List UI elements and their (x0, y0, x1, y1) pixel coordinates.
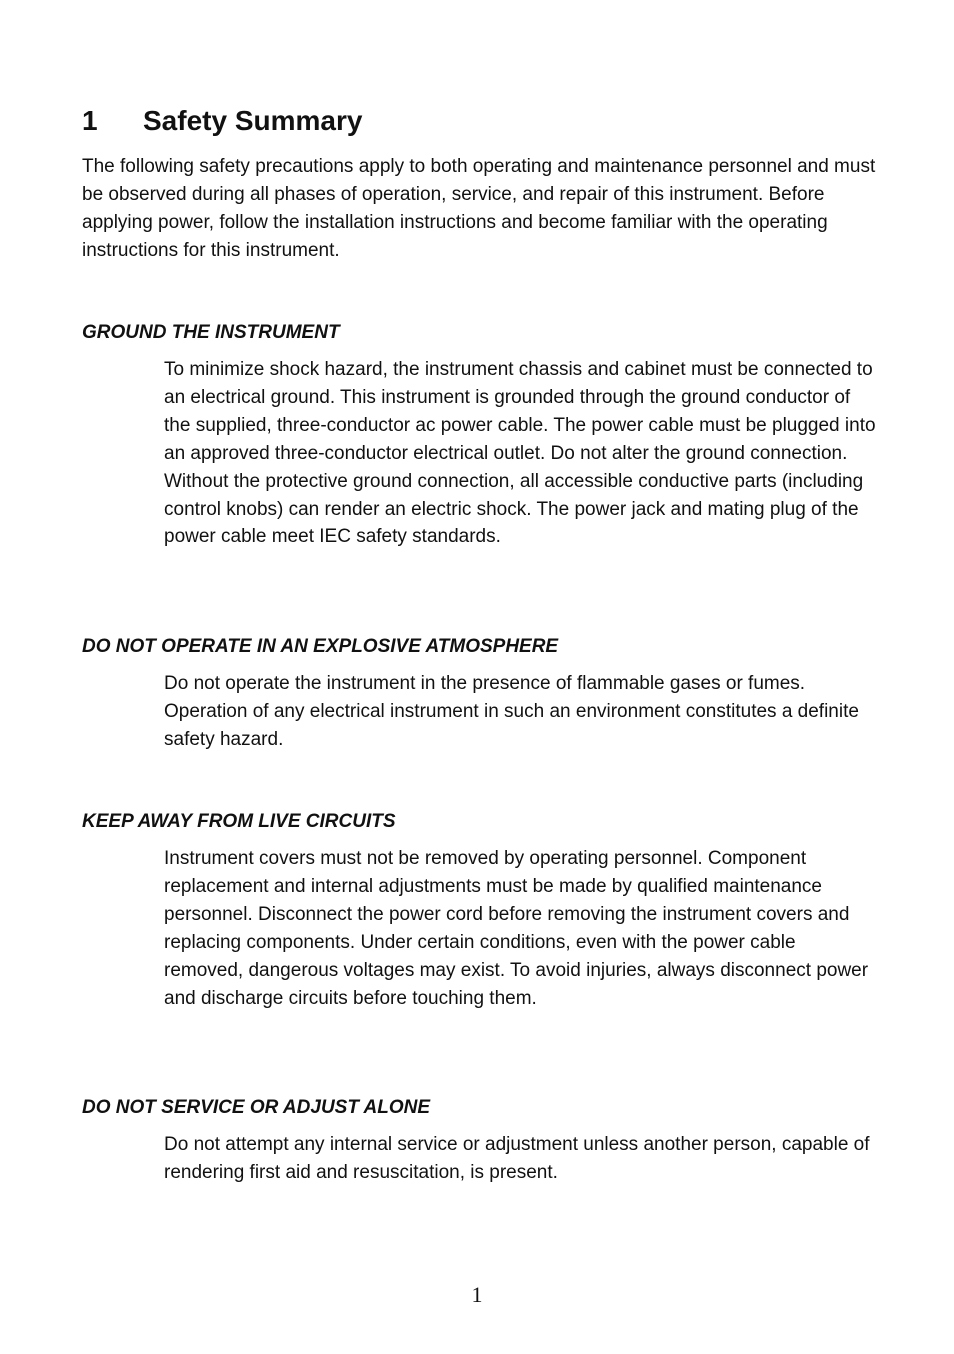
page-number: 1 (471, 1282, 483, 1307)
paragraph-service-alone: Do not attempt any internal service or adjustment unless another person, capable of rendering first aid and resuscitation, is present. (164, 1134, 870, 1183)
section-heading (82, 103, 362, 139)
paragraph-live-circuits: Instrument covers must not be removed by operating personnel. Component replacement and internal adjustments must be made by qualified maintenance personnel. Disconnect the power cord before removing the instrument covers and replacing components. Under certain conditions, even with the power cable removed, dangerous voltages may exist. To avoid injuries, always disconnect power and discharge circuits before touching them. (164, 848, 869, 1009)
section-number: 1 (82, 104, 98, 136)
section-title: Safety Summary (143, 104, 363, 136)
intro-paragraph: The following safety precautions apply to both operating and maintenance personnel and must be observed during all phases of operation, service, and repair of this instrument. Before applying power, follow the installation instructions and become familiar with the operating instructions for this instrument. (82, 156, 876, 261)
paragraph-ground-the-instrument: To minimize shock hazard, the instrument chassis and cabinet must be connected to an electrical ground. This instrument is grounded through the ground conductor of the supplied, three-conductor ac power cable. The power cable must be plugged into an approved three-conductor electrical outlet. Do not alter the ground connection. Without the protective ground connection, all accessible conductive parts (including control knobs) can render an electric shock. The power jack and mating plug of the power cable meet IEC safety standards. (164, 359, 876, 548)
subheading-service-alone: DO NOT SERVICE OR ADJUST ALONE (82, 1097, 431, 1118)
subheading-explosive-atmosphere: DO NOT OPERATE IN AN EXPLOSIVE ATMOSPHERE (82, 636, 559, 657)
subheading-live-circuits: KEEP AWAY FROM LIVE CIRCUITS (82, 811, 396, 832)
paragraph-explosive-atmosphere: Do not operate the instrument in the presence of flammable gases or fumes. Operation of any electrical instrument in such an environment constitutes a definite safety hazard. (164, 673, 859, 750)
subheading-ground-the-instrument: GROUND THE INSTRUMENT (82, 322, 340, 343)
